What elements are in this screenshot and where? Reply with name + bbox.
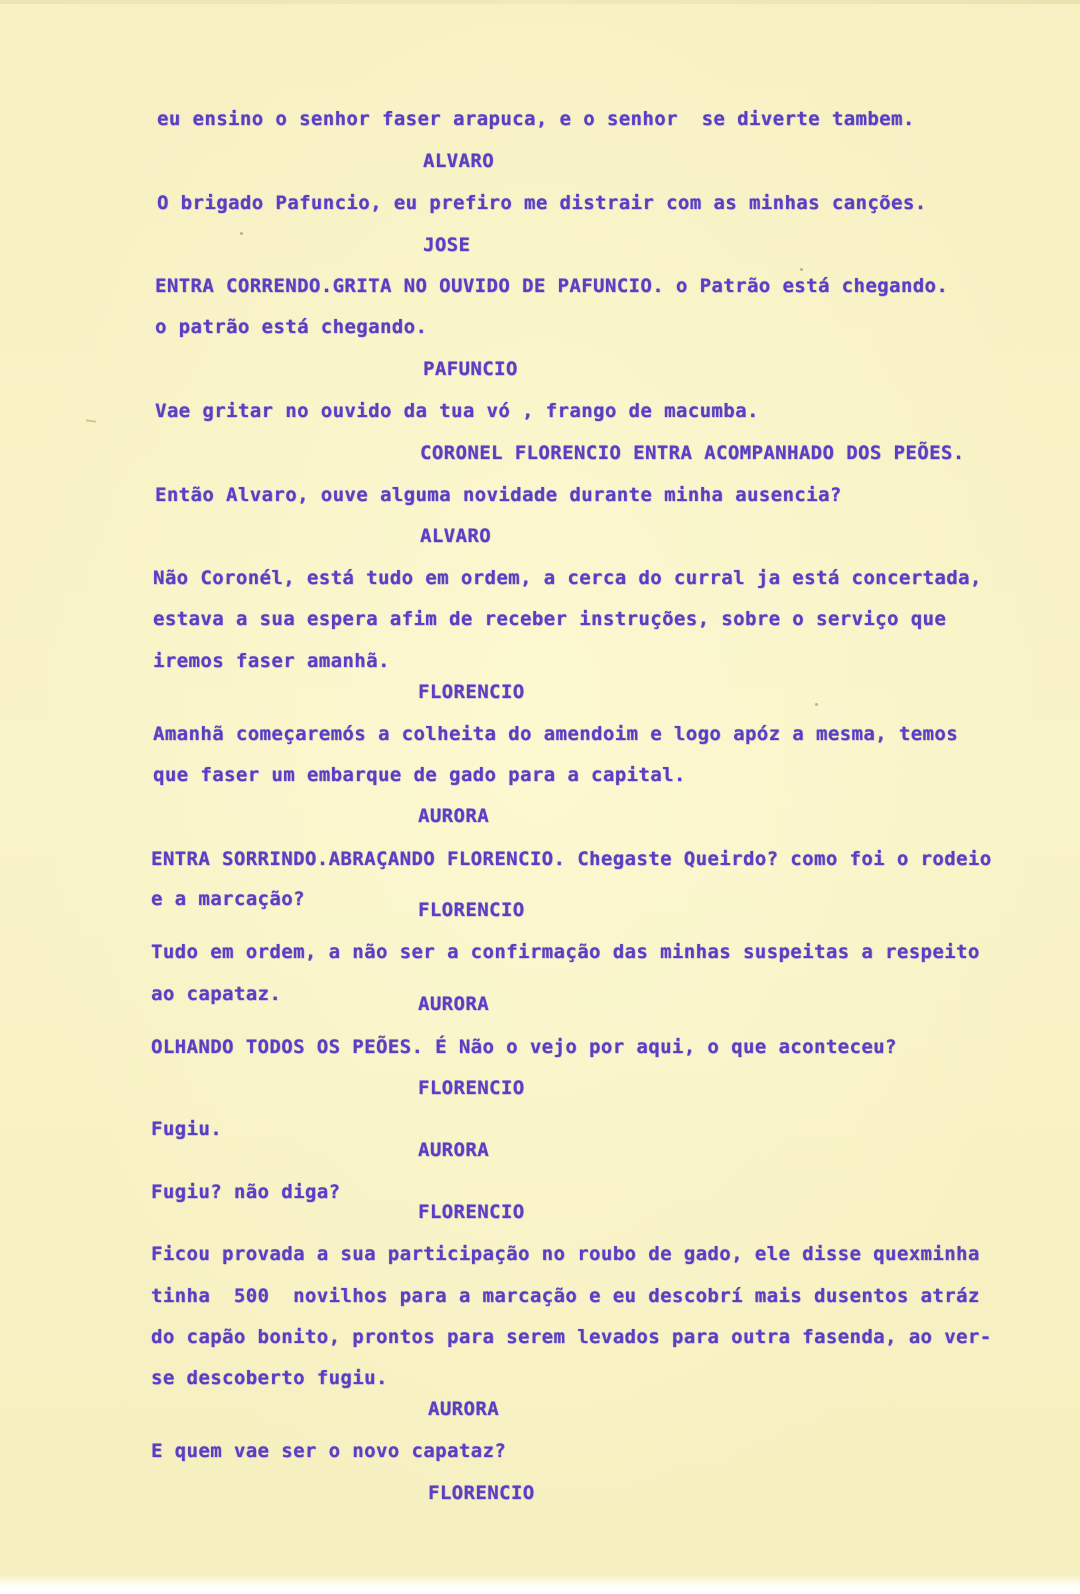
text-line: o patrão está chegando. bbox=[155, 316, 428, 338]
speaker-name: ALVARO bbox=[423, 150, 495, 172]
text-line: O brigado Pafuncio, eu prefiro me distrair com as minhas canções. bbox=[157, 192, 927, 214]
text-line: Tudo em ordem, a não ser a confirmação das minhas suspeitas a respeito bbox=[151, 941, 980, 963]
text-line: ao capataz. bbox=[151, 983, 282, 1005]
speaker-name: FLORENCIO bbox=[418, 1201, 525, 1223]
text-line: tinha 500 novilhos para a marcação e eu descobrí mais dusentos atráz bbox=[151, 1285, 980, 1307]
text-line: Amanhã começaremós a colheita do amendoim e logo apóz a mesma, temos bbox=[153, 723, 959, 745]
text-line: Fugiu? não diga? bbox=[151, 1181, 341, 1203]
text-line: Fugiu. bbox=[151, 1118, 223, 1140]
text-line: Então Alvaro, ouve alguma novidade durante minha ausencia? bbox=[155, 484, 842, 506]
paper-stain bbox=[86, 419, 96, 422]
paper-speck bbox=[800, 268, 803, 271]
text-line: Vae gritar no ouvido da tua vó , frango de macumba. bbox=[155, 400, 759, 422]
stage-direction: CORONEL FLORENCIO ENTRA ACOMPANHADO DOS PEÕES. bbox=[420, 442, 965, 464]
stage-direction: ENTRA CORRENDO.GRITA NO OUVIDO DE PAFUNCIO. o Patrão está chegando. bbox=[155, 275, 949, 297]
speaker-name: AURORA bbox=[428, 1398, 500, 1420]
speaker-name: ALVARO bbox=[420, 525, 492, 547]
speaker-name: JOSE bbox=[423, 234, 471, 256]
text-line: que faser um embarque de gado para a capital. bbox=[153, 764, 686, 786]
text-line: iremos faser amanhã. bbox=[153, 650, 390, 672]
speaker-name: AURORA bbox=[418, 993, 490, 1015]
speaker-name: FLORENCIO bbox=[418, 681, 525, 703]
text-line: e a marcação? bbox=[151, 888, 305, 910]
paper-bottom-edge bbox=[0, 1574, 1080, 1594]
speaker-name: FLORENCIO bbox=[428, 1482, 535, 1504]
paper-speck bbox=[815, 703, 818, 706]
stage-direction: OLHANDO TODOS OS PEÕES. É Não o vejo por aqui, o que aconteceu? bbox=[151, 1036, 897, 1058]
paper-speck bbox=[240, 232, 243, 235]
text-line: se descoberto fugiu. bbox=[151, 1367, 388, 1389]
text-line: eu ensino o senhor faser arapuca, e o senhor se diverte tambem. bbox=[157, 108, 915, 130]
speaker-name: FLORENCIO bbox=[418, 1077, 525, 1099]
text-line: Não Coronél, está tudo em ordem, a cerca do curral ja está concertada, bbox=[153, 567, 982, 589]
speaker-name: FLORENCIO bbox=[418, 899, 525, 921]
speaker-name: AURORA bbox=[418, 1139, 490, 1161]
text-line: do capão bonito, prontos para serem levados para outra fasenda, ao ver- bbox=[151, 1326, 992, 1348]
text-line: E quem vae ser o novo capataz? bbox=[151, 1440, 507, 1462]
paper-top-edge bbox=[0, 0, 1080, 4]
stage-direction: ENTRA SORRINDO.ABRAÇANDO FLORENCIO. Chegaste Queirdo? como foi o rodeio bbox=[151, 848, 992, 870]
speaker-name: PAFUNCIO bbox=[423, 358, 518, 380]
text-line: Ficou provada a sua participação no roubo de gado, ele disse quexminha bbox=[151, 1243, 980, 1265]
speaker-name: AURORA bbox=[418, 805, 490, 827]
text-line: estava a sua espera afim de receber instruções, sobre o serviço que bbox=[153, 608, 947, 630]
